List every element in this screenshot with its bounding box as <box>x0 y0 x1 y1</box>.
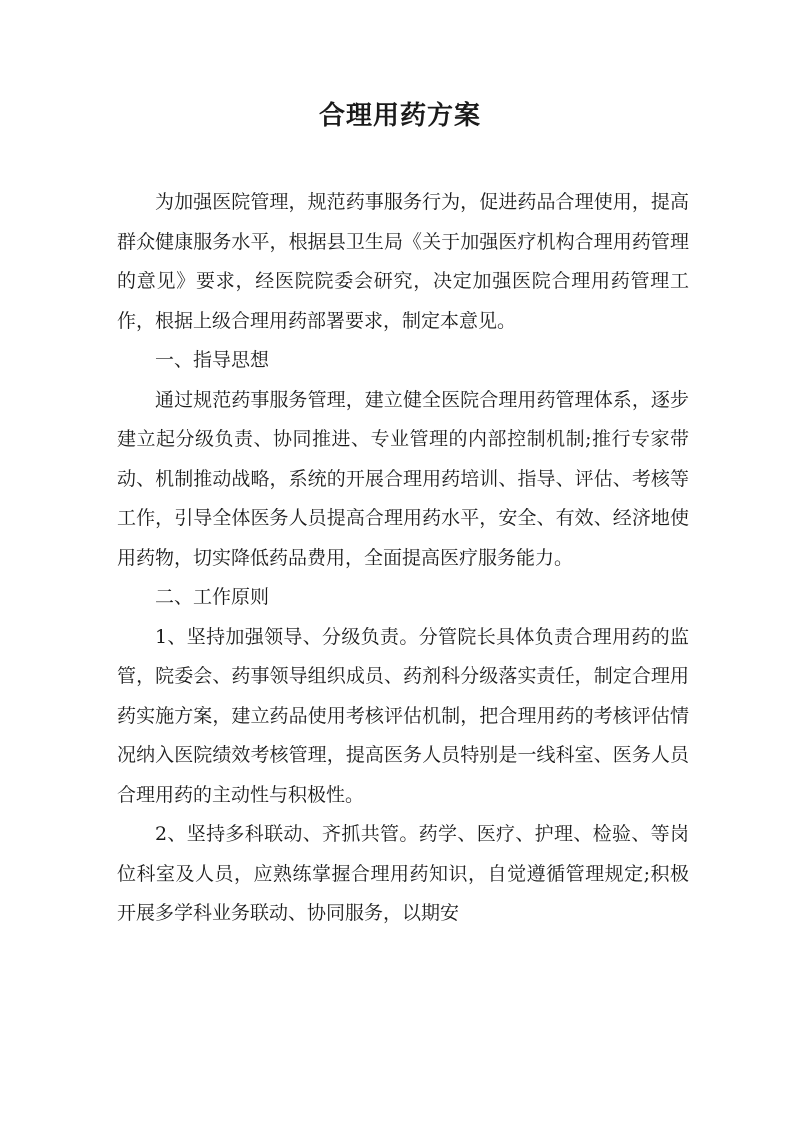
paragraph-guiding-ideology: 通过规范药事服务管理，建立健全医院合理用药管理体系，逐步建立起分级负责、协同推进、专业管理的内部控制机制;推行专家带动、机制推动战略，系统的开展合理用药培训、指导、评估、考核等工作，引导全体医务人员提高合理用药水平，安全、有效、经济地使用药物，切实降低药品费用，全面提高医疗服务能力。 <box>117 388 689 569</box>
paragraph-intro: 为加强医院管理，规范药事服务行为，促进药品合理使用，提高群众健康服务水平，根据县卫生局《关于加强医疗机构合理用药管理的意见》要求，经医院院委会研究，决定加强医院合理用药管理工作，根据上级合理用药部署要求，制定本意见。 <box>117 191 689 332</box>
document-body <box>117 183 689 934</box>
document-title: 合理用药方案 <box>318 101 481 131</box>
paragraph-principle-2: 2、坚持多科联动、齐抓共管。药学、医疗、护理、检验、等岗位科室及人员，应熟练掌握合理用药知识，自觉遵循管理规定;积极开展多学科业务联动、协同服务，以期安 <box>117 823 689 924</box>
section-heading-guiding-ideology: 一、指导思想 <box>155 349 270 371</box>
section-heading-work-principles: 二、工作原则 <box>155 586 270 608</box>
paragraph-principle-1: 1、坚持加强领导、分级负责。分管院长具体负责合理用药的监管，院委会、药事领导组织成员、药剂科分级落实责任，制定合理用药实施方案，建立药品使用考核评估机制，把合理用药的考核评估情况纳入医院绩效考核管理，提高医务人员特别是一线科室、医务人员合理用药的主动性与积极性。 <box>117 625 689 806</box>
